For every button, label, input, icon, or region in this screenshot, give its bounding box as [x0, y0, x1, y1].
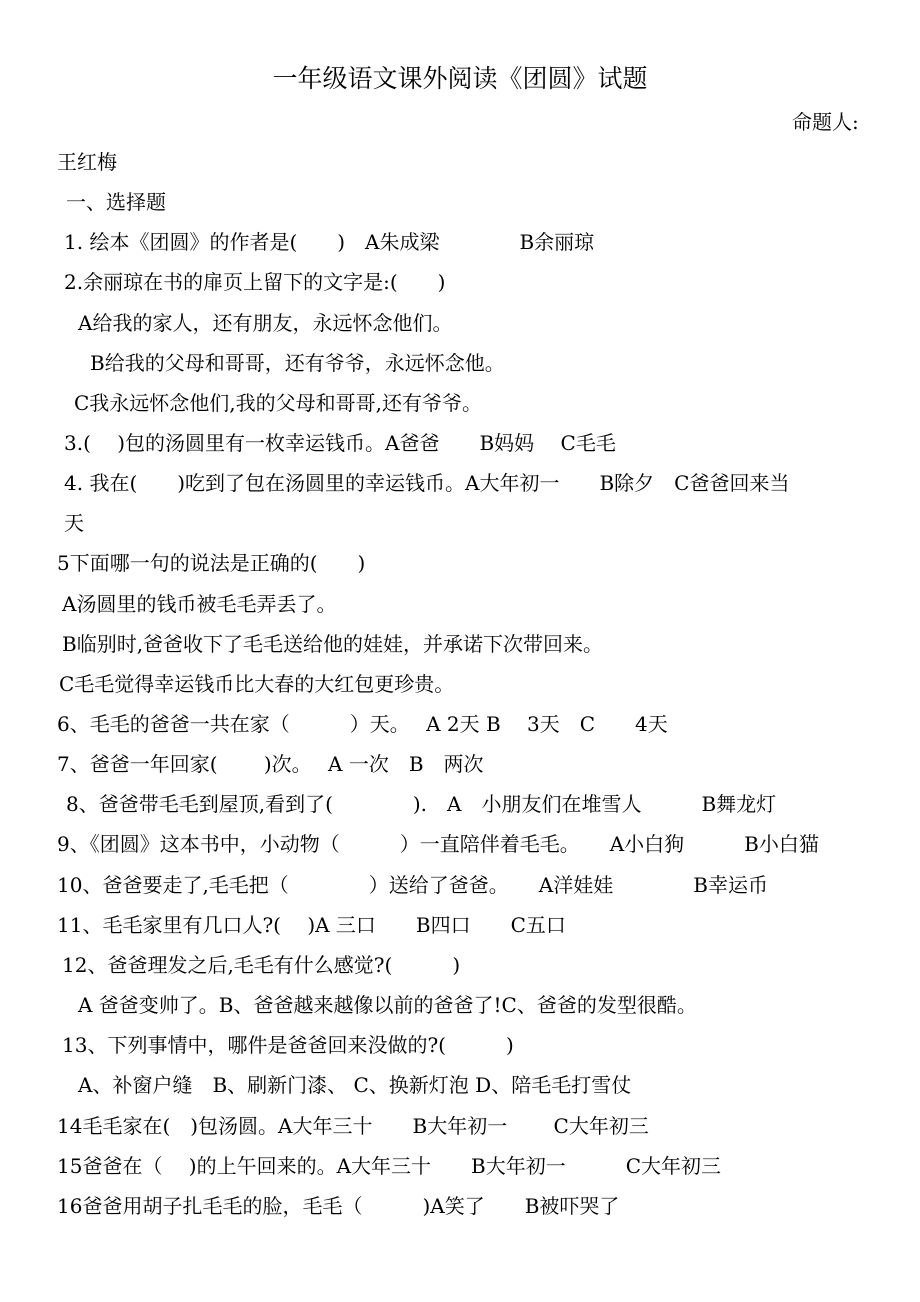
option-line: B临别时,爸爸收下了毛毛送给他的娃娃，并承诺下次带回来。	[62, 632, 604, 656]
question-line: 6、毛毛的爸爸一共在家（ ）天。 A 2天 B 3天 C 4天	[57, 712, 668, 736]
section-heading: 一、选择题	[66, 190, 166, 214]
option-line: A汤圆里的钱币被毛毛弄丢了。	[62, 592, 337, 616]
question-line: 10、爸爸要走了,毛毛把（ ）送给了爸爸。 A洋娃娃 B幸运币	[57, 873, 768, 897]
question-line: 9、《团圆》这本书中，小动物（ ）一直陪伴着毛毛。 A小白狗 B小白猫	[57, 832, 819, 856]
question-line: 4. 我在( )吃到了包在汤圆里的幸运钱币。A大年初一 B除夕 C爸爸回来当	[64, 471, 790, 495]
author-name: 王红梅	[57, 150, 117, 174]
question-line: 7、爸爸一年回家( )次。 A 一次 B 两次	[57, 752, 484, 776]
document-title: 一年级语文课外阅读《团圆》试题	[272, 64, 648, 93]
question-line: 8、爸爸带毛毛到屋顶,看到了( ). A 小朋友们在堆雪人 B舞龙灯	[66, 792, 777, 816]
option-line: A 爸爸变帅了。B、爸爸越来越像以前的爸爸了!C、爸爸的发型很酷。	[78, 993, 697, 1017]
option-line: C毛毛觉得幸运钱币比大春的大红包更珍贵。	[59, 672, 455, 696]
option-line: B给我的父母和哥哥，还有爷爷，永远怀念他。	[90, 351, 505, 375]
question-line: 15爸爸在（ )的上午回来的。A大年三十 B大年初一 C大年初三	[57, 1154, 722, 1178]
question-line-continued: 天	[64, 511, 84, 535]
option-line: C我永远怀念他们,我的父母和哥哥,还有爷爷。	[74, 391, 483, 415]
option-line: A给我的家人，还有朋友，永远怀念他们。	[78, 311, 453, 335]
option-line: A、补窗户缝 B、刷新门漆、 C、换新灯泡 D、陪毛毛打雪仗	[78, 1073, 632, 1097]
question-line: 1. 绘本《团圆》的作者是( ) A朱成梁 B余丽琼	[64, 230, 595, 254]
question-line: 12、爸爸理发之后,毛毛有什么感觉?( )	[62, 953, 461, 977]
question-line: 11、毛毛家里有几口人?( )A 三口 B四口 C五口	[57, 913, 566, 937]
question-line: 3.( )包的汤圆里有一枚幸运钱币。A爸爸 B妈妈 C毛毛	[64, 431, 616, 455]
question-line: 16爸爸用胡子扎毛毛的脸，毛毛（ )A笑了 B被吓哭了	[57, 1194, 620, 1218]
author-label: 命题人:	[792, 110, 859, 134]
question-line: 14毛毛家在( )包汤圆。A大年三十 B大年初一 C大年初三	[57, 1114, 649, 1138]
question-line: 5下面哪一句的说法是正确的( )	[57, 551, 366, 575]
question-line: 13、下列事情中，哪件是爸爸回来没做的?( )	[62, 1033, 514, 1057]
question-line: 2.余丽琼在书的扉页上留下的文字是:( )	[64, 270, 446, 294]
